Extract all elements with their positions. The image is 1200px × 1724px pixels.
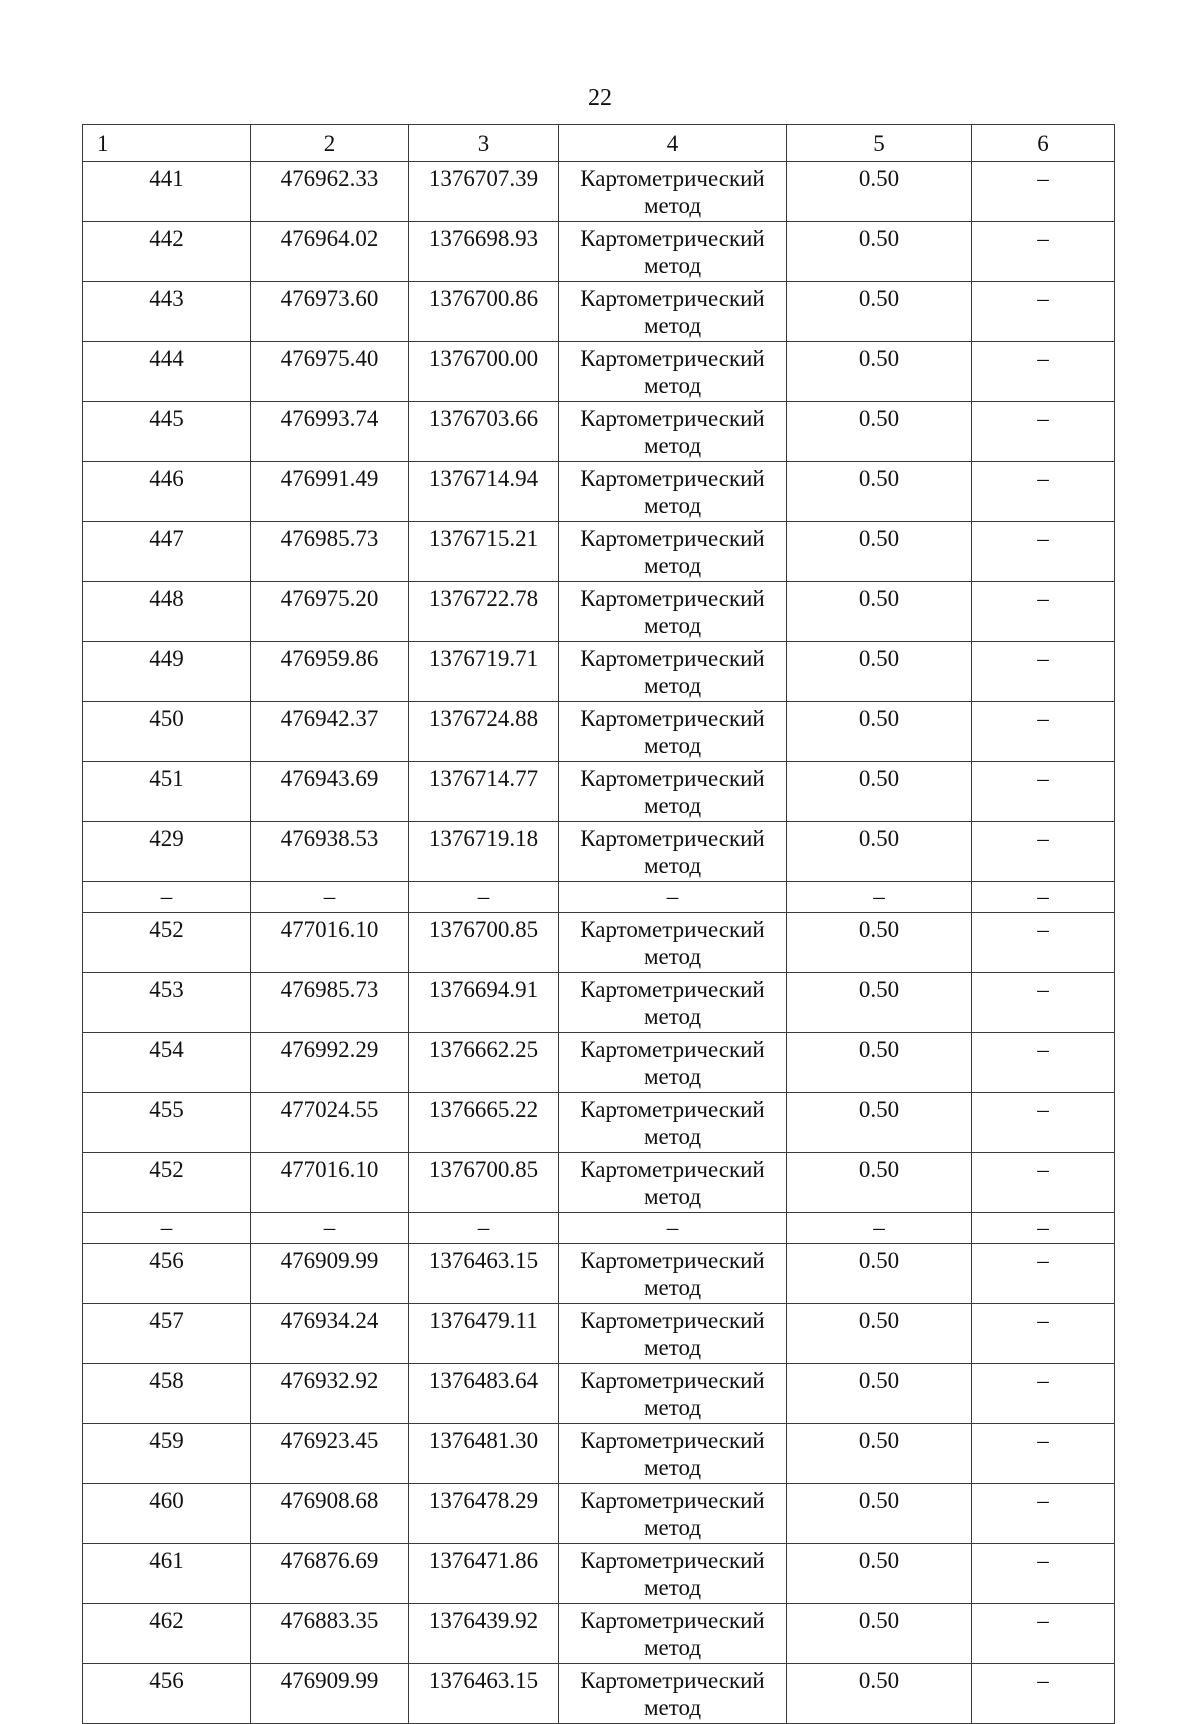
accuracy-cell: 0.50 (787, 822, 972, 882)
method-line-2: метод (643, 253, 702, 278)
accuracy-cell: 0.50 (787, 642, 972, 702)
description-cell: – (972, 522, 1115, 582)
accuracy-cell: 0.50 (787, 522, 972, 582)
method-line-2: метод (643, 1124, 702, 1149)
description-cell: – (972, 1604, 1115, 1664)
x-coordinate-cell: 476934.24 (251, 1304, 409, 1364)
description-cell: – (972, 1153, 1115, 1213)
method-line-2: метод (643, 193, 702, 218)
table-row (83, 1153, 1115, 1213)
method-cell (559, 642, 787, 702)
x-coordinate-cell: 476985.73 (251, 973, 409, 1033)
x-coordinate-cell: 476876.69 (251, 1544, 409, 1604)
method-line-1: Картометрический (580, 1097, 765, 1122)
table-row (83, 1033, 1115, 1093)
method-line-2: метод (643, 1635, 702, 1660)
method-cell (559, 1033, 787, 1093)
y-coordinate-cell: 1376707.39 (409, 162, 559, 222)
method-line-2: метод (643, 1575, 702, 1600)
description-cell: – (972, 222, 1115, 282)
method-line-2: метод (643, 433, 702, 458)
x-coordinate-cell: 476908.68 (251, 1484, 409, 1544)
table-row (83, 822, 1115, 882)
method-line-1: Картометрический (580, 1668, 765, 1693)
accuracy-cell: 0.50 (787, 1033, 972, 1093)
description-cell: – (972, 582, 1115, 642)
y-coordinate-cell: 1376662.25 (409, 1033, 559, 1093)
table-row (83, 342, 1115, 402)
method-line-1: Картометрический (580, 766, 765, 791)
method-line-2: метод (643, 944, 702, 969)
table-row (83, 462, 1115, 522)
table-row (83, 973, 1115, 1033)
x-coordinate-cell: 476991.49 (251, 462, 409, 522)
y-coordinate-cell: 1376700.86 (409, 282, 559, 342)
table-row (83, 1664, 1115, 1724)
table-body (83, 125, 1115, 1724)
x-coordinate-cell: 476938.53 (251, 822, 409, 882)
x-coordinate-cell: 476993.74 (251, 402, 409, 462)
method-cell (559, 462, 787, 522)
x-coordinate-cell: 476992.29 (251, 1033, 409, 1093)
table-row (83, 522, 1115, 582)
accuracy-cell: 0.50 (787, 1244, 972, 1304)
x-coordinate-cell: 476909.99 (251, 1664, 409, 1724)
method-line-1: Картометрический (580, 166, 765, 191)
method-line-1: Картометрический (580, 1488, 765, 1513)
method-cell (559, 1604, 787, 1664)
separator-row (83, 1213, 1115, 1244)
y-coordinate-cell: 1376698.93 (409, 222, 559, 282)
method-line-2: метод (643, 613, 702, 638)
method-line-1: Картометрический (580, 1368, 765, 1393)
separator-cell: – (559, 882, 787, 913)
method-line-2: метод (643, 1064, 702, 1089)
method-line-1: Картометрический (580, 917, 765, 942)
description-cell: – (972, 1033, 1115, 1093)
x-coordinate-cell: 476975.20 (251, 582, 409, 642)
method-line-1: Картометрический (580, 1248, 765, 1273)
description-cell: – (972, 342, 1115, 402)
accuracy-cell: 0.50 (787, 1153, 972, 1213)
point-number-cell: 448 (83, 582, 251, 642)
description-cell: – (972, 1484, 1115, 1544)
header-cell-4: 4 (559, 125, 787, 162)
separator-cell: – (83, 1213, 251, 1244)
page-number: 22 (588, 85, 612, 111)
separator-cell: – (83, 882, 251, 913)
point-number-cell: 457 (83, 1304, 251, 1364)
separator-cell: – (972, 882, 1115, 913)
table-row (83, 1424, 1115, 1484)
separator-cell: – (787, 882, 972, 913)
separator-cell: – (251, 1213, 409, 1244)
y-coordinate-cell: 1376694.91 (409, 973, 559, 1033)
point-number-cell: 445 (83, 402, 251, 462)
method-cell (559, 1153, 787, 1213)
x-coordinate-cell: 476973.60 (251, 282, 409, 342)
x-coordinate-cell: 476964.02 (251, 222, 409, 282)
y-coordinate-cell: 1376714.77 (409, 762, 559, 822)
accuracy-cell: 0.50 (787, 762, 972, 822)
table-row (83, 913, 1115, 973)
table-row (83, 1244, 1115, 1304)
method-line-2: метод (643, 1455, 702, 1480)
table-row (83, 1544, 1115, 1604)
method-line-2: метод (643, 853, 702, 878)
description-cell: – (972, 1664, 1115, 1724)
method-line-1: Картометрический (580, 406, 765, 431)
separator-cell: – (787, 1213, 972, 1244)
point-number-cell: 462 (83, 1604, 251, 1664)
point-number-cell: 460 (83, 1484, 251, 1544)
method-cell (559, 1244, 787, 1304)
y-coordinate-cell: 1376439.92 (409, 1604, 559, 1664)
point-number-cell: 444 (83, 342, 251, 402)
accuracy-cell: 0.50 (787, 402, 972, 462)
accuracy-cell: 0.50 (787, 1424, 972, 1484)
point-number-cell: 456 (83, 1664, 251, 1724)
y-coordinate-cell: 1376719.71 (409, 642, 559, 702)
method-line-1: Картометрический (580, 286, 765, 311)
method-line-1: Картометрический (580, 1608, 765, 1633)
method-cell (559, 402, 787, 462)
method-cell (559, 973, 787, 1033)
header-cell-1: 1 (83, 125, 251, 162)
description-cell: – (972, 1244, 1115, 1304)
table-row (83, 582, 1115, 642)
accuracy-cell: 0.50 (787, 702, 972, 762)
point-number-cell: 442 (83, 222, 251, 282)
point-number-cell: 450 (83, 702, 251, 762)
method-line-2: метод (643, 553, 702, 578)
method-cell (559, 342, 787, 402)
separator-row (83, 882, 1115, 913)
x-coordinate-cell: 477024.55 (251, 1093, 409, 1153)
description-cell: – (972, 973, 1115, 1033)
method-cell (559, 822, 787, 882)
table-row (83, 222, 1115, 282)
table-row (83, 1304, 1115, 1364)
method-line-1: Картометрический (580, 346, 765, 371)
y-coordinate-cell: 1376463.15 (409, 1664, 559, 1724)
x-coordinate-cell: 476959.86 (251, 642, 409, 702)
header-cell-5: 5 (787, 125, 972, 162)
accuracy-cell: 0.50 (787, 1544, 972, 1604)
description-cell: – (972, 822, 1115, 882)
method-line-2: метод (643, 493, 702, 518)
description-cell: – (972, 1093, 1115, 1153)
method-cell (559, 522, 787, 582)
y-coordinate-cell: 1376463.15 (409, 1244, 559, 1304)
point-number-cell: 458 (83, 1364, 251, 1424)
y-coordinate-cell: 1376719.18 (409, 822, 559, 882)
y-coordinate-cell: 1376722.78 (409, 582, 559, 642)
accuracy-cell: 0.50 (787, 1304, 972, 1364)
point-number-cell: 447 (83, 522, 251, 582)
method-cell (559, 582, 787, 642)
table-row (83, 702, 1115, 762)
x-coordinate-cell: 476985.73 (251, 522, 409, 582)
x-coordinate-cell: 476975.40 (251, 342, 409, 402)
method-line-2: метод (643, 1695, 702, 1720)
method-line-2: метод (643, 1395, 702, 1420)
description-cell: – (972, 913, 1115, 973)
x-coordinate-cell: 476883.35 (251, 1604, 409, 1664)
y-coordinate-cell: 1376700.85 (409, 1153, 559, 1213)
method-cell (559, 1484, 787, 1544)
method-cell (559, 1544, 787, 1604)
method-cell (559, 1424, 787, 1484)
header-cell-6: 6 (972, 125, 1115, 162)
method-line-1: Картометрический (580, 466, 765, 491)
description-cell: – (972, 402, 1115, 462)
table-row (83, 1364, 1115, 1424)
method-line-2: метод (643, 1275, 702, 1300)
point-number-cell: 443 (83, 282, 251, 342)
method-line-2: метод (643, 1335, 702, 1360)
table-row (83, 282, 1115, 342)
y-coordinate-cell: 1376665.22 (409, 1093, 559, 1153)
y-coordinate-cell: 1376714.94 (409, 462, 559, 522)
x-coordinate-cell: 476932.92 (251, 1364, 409, 1424)
method-cell (559, 1093, 787, 1153)
accuracy-cell: 0.50 (787, 1093, 972, 1153)
accuracy-cell: 0.50 (787, 973, 972, 1033)
method-line-1: Картометрический (580, 526, 765, 551)
x-coordinate-cell: 476909.99 (251, 1244, 409, 1304)
accuracy-cell: 0.50 (787, 1364, 972, 1424)
table-row (83, 1604, 1115, 1664)
description-cell: – (972, 1424, 1115, 1484)
point-number-cell: 452 (83, 913, 251, 973)
table-row (83, 1093, 1115, 1153)
method-line-1: Картометрический (580, 706, 765, 731)
method-line-1: Картометрический (580, 977, 765, 1002)
method-line-2: метод (643, 1515, 702, 1540)
method-cell (559, 162, 787, 222)
table-header-row (83, 125, 1115, 162)
method-line-2: метод (643, 1184, 702, 1209)
coordinates-table (82, 124, 1115, 1724)
x-coordinate-cell: 476942.37 (251, 702, 409, 762)
description-cell: – (972, 642, 1115, 702)
header-cell-2: 2 (251, 125, 409, 162)
method-cell (559, 702, 787, 762)
method-cell (559, 222, 787, 282)
y-coordinate-cell: 1376483.64 (409, 1364, 559, 1424)
description-cell: – (972, 1544, 1115, 1604)
method-line-2: метод (643, 1004, 702, 1029)
x-coordinate-cell: 476962.33 (251, 162, 409, 222)
separator-cell: – (972, 1213, 1115, 1244)
point-number-cell: 459 (83, 1424, 251, 1484)
method-line-2: метод (643, 733, 702, 758)
y-coordinate-cell: 1376703.66 (409, 402, 559, 462)
accuracy-cell: 0.50 (787, 1604, 972, 1664)
point-number-cell: 441 (83, 162, 251, 222)
method-line-1: Картометрический (580, 1548, 765, 1573)
method-line-1: Картометрический (580, 646, 765, 671)
method-line-1: Картометрический (580, 1428, 765, 1453)
x-coordinate-cell: 477016.10 (251, 913, 409, 973)
x-coordinate-cell: 476923.45 (251, 1424, 409, 1484)
table-row (83, 762, 1115, 822)
accuracy-cell: 0.50 (787, 222, 972, 282)
y-coordinate-cell: 1376724.88 (409, 702, 559, 762)
y-coordinate-cell: 1376715.21 (409, 522, 559, 582)
separator-cell: – (409, 1213, 559, 1244)
table-row (83, 642, 1115, 702)
accuracy-cell: 0.50 (787, 913, 972, 973)
x-coordinate-cell: 477016.10 (251, 1153, 409, 1213)
method-cell (559, 1364, 787, 1424)
method-line-1: Картометрический (580, 1157, 765, 1182)
point-number-cell: 449 (83, 642, 251, 702)
table-row (83, 1484, 1115, 1544)
method-cell (559, 762, 787, 822)
point-number-cell: 446 (83, 462, 251, 522)
accuracy-cell: 0.50 (787, 462, 972, 522)
point-number-cell: 453 (83, 973, 251, 1033)
y-coordinate-cell: 1376471.86 (409, 1544, 559, 1604)
method-cell (559, 913, 787, 973)
separator-cell: – (251, 882, 409, 913)
method-cell (559, 282, 787, 342)
point-number-cell: 455 (83, 1093, 251, 1153)
description-cell: – (972, 1304, 1115, 1364)
description-cell: – (972, 162, 1115, 222)
point-number-cell: 456 (83, 1244, 251, 1304)
point-number-cell: 451 (83, 762, 251, 822)
accuracy-cell: 0.50 (787, 162, 972, 222)
point-number-cell: 454 (83, 1033, 251, 1093)
y-coordinate-cell: 1376700.00 (409, 342, 559, 402)
accuracy-cell: 0.50 (787, 1664, 972, 1724)
method-line-1: Картометрический (580, 1037, 765, 1062)
accuracy-cell: 0.50 (787, 582, 972, 642)
method-line-2: метод (643, 793, 702, 818)
accuracy-cell: 0.50 (787, 1484, 972, 1544)
y-coordinate-cell: 1376700.85 (409, 913, 559, 973)
table-row (83, 162, 1115, 222)
method-line-1: Картометрический (580, 826, 765, 851)
description-cell: – (972, 282, 1115, 342)
separator-cell: – (559, 1213, 787, 1244)
description-cell: – (972, 1364, 1115, 1424)
method-line-2: метод (643, 373, 702, 398)
method-line-1: Картометрический (580, 226, 765, 251)
separator-cell: – (409, 882, 559, 913)
description-cell: – (972, 762, 1115, 822)
method-line-2: метод (643, 673, 702, 698)
description-cell: – (972, 462, 1115, 522)
y-coordinate-cell: 1376481.30 (409, 1424, 559, 1484)
method-line-1: Картометрический (580, 586, 765, 611)
accuracy-cell: 0.50 (787, 342, 972, 402)
header-cell-3: 3 (409, 125, 559, 162)
x-coordinate-cell: 476943.69 (251, 762, 409, 822)
accuracy-cell: 0.50 (787, 282, 972, 342)
y-coordinate-cell: 1376479.11 (409, 1304, 559, 1364)
point-number-cell: 461 (83, 1544, 251, 1604)
point-number-cell: 452 (83, 1153, 251, 1213)
method-cell (559, 1664, 787, 1724)
y-coordinate-cell: 1376478.29 (409, 1484, 559, 1544)
description-cell: – (972, 702, 1115, 762)
table-row (83, 402, 1115, 462)
method-line-1: Картометрический (580, 1308, 765, 1333)
method-cell (559, 1304, 787, 1364)
method-line-2: метод (643, 313, 702, 338)
point-number-cell: 429 (83, 822, 251, 882)
